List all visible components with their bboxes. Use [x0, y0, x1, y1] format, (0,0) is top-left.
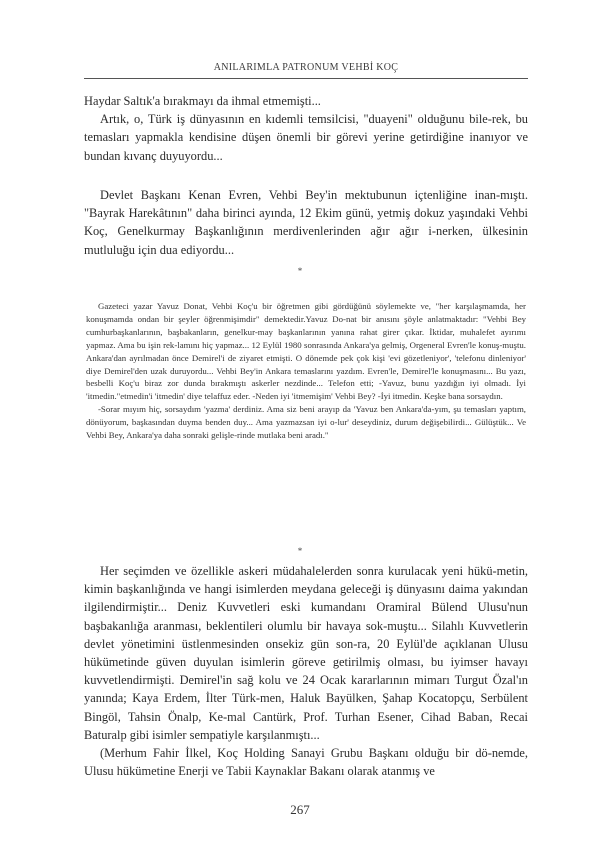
header-rule	[84, 78, 528, 79]
paragraph: Devlet Başkanı Kenan Evren, Vehbi Bey'in mektubunun içtenliğine inan-mıştı. "Bayrak Harekâtının" daha birinci ayında, 12 Ekim günü, yetmiş dokuz yaşındaki Vehbi Koç, Genelkurmay Başkanlığının merdivenlerinden ağır ağır i-nerken, ülkesinin mutluluğu için dua ediyordu...	[84, 188, 528, 257]
section-separator: *	[297, 266, 303, 276]
section-separator: *	[297, 546, 303, 556]
paragraph: Haydar Saltık'a bırakmayı da ihmal etmemişti...	[84, 94, 321, 108]
quote-paragraph: Gazeteci yazar Yavuz Donat, Vehbi Koç'u bir öğretmen gibi gördüğünü söylemekte ve, "her karşılaşmamda, her konuşmamda ondan bir şeyler öğrenmişimdir" demektedir.Yavuz Do-nat bir anısını şöyle anlatmaktadır: "Vehbi Bey cumhurbaşkanlarının, başbakanların, genelkur-may başkanlarının yanına rahat girer çıkar. İktidar, muhalefet ayırımı yapmaz. Ama bu işin rek-lamını hiç yapmaz... 12 Eylül 1980 sonrasında Ankara'ya gelmiş, Orgeneral Evren'le konuş-muştu. Ankara'dan ayrılmadan önce Demirel'i de ziyaret etmişti. O dönemde pek çok kişi 'evi gözetleniyor', 'telefonu dinleniyor' diye Demirel'den uzak duruyordu... Vehbi Bey'in Ankara temaslarını yazdım. Evren'le, Demirel'le konuşmasını... Bu yazı, besbelli Koç'u biraz zor dunda bırakmıştı askerler nezdinde... Telefon etti; -Yavuz, bunu yazdığın iyi olmadı. İyi 'itmedin."etmedin'i 'itmedin' diye telaffuz eder. -Neden iyi 'itmemişim' Vehbi Bey? -İyi itmedin. Keşke bana sorsaydın.	[86, 301, 526, 402]
paragraph-block-1	[84, 92, 528, 165]
paragraph: Artık, o, Türk iş dünyasının en kıdemli temsilcisi, "duayeni" olduğunu bile-rek, bu temasları yapmakla kendisine düşen önemli bir görevi yerine getirdiğine inanıyor ve bundan kıvanç duyuyordu...	[84, 112, 528, 163]
paragraph-block-2	[84, 186, 528, 259]
page-number: 267	[290, 802, 310, 817]
quote-paragraph: -Sorar mıyım hiç, sorsaydım 'yazma' derdiniz. Ama siz beni arayıp da 'Yavuz ben Ankara'da-yım, şu temasları yaptım, dönüyorum, başkasından duyma benden duy... Ama yazmazsan iyi o-lur' deseydiniz, durum değişebilirdi... Gülüştük... Ve Vehbi Bey, Ankara'ya daha sonraki gelişle-rinde mutlaka beni aradı."	[86, 404, 526, 441]
running-header: ANILARIMLA PATRONUM VEHBİ KOÇ	[213, 62, 399, 73]
paragraph-block-3	[84, 562, 528, 780]
paragraph: Her seçimden ve özellikle askeri müdahalelerden sonra kurulacak yeni hükü-metin, kimin başkanlığında ve hangi isimlerden meydana geleceği iş dünyasını daima yakından ilgilendirmiştir... Deniz Kuvvetleri eski kumandanı Oramiral Bülend Ulusu'nun başbakanlığa aranması, beklentileri olumlu bir havaya sok-muştu... Silahlı Kuvvetlerin devlet yönetimini üstlenmesinden onsekiz gün son-ra, 20 Eylül'de açıklanan Ulusu hükümetinde güven duyulan isimlerin göreve getirilmiş olması, bu iyimser havayı kuvvetlendirmişti. Demirel'in sağ kolu ve 24 Ocak kararlarının mimarı Turgut Özal'ın yanında; Kaya Erdem, İlter Türk-men, Haluk Bayülken, Şahap Kocatopçu, Serbülent Bingöl, Tahsin Önalp, Ke-mal Cantürk, Prof. Turhan Esener, Cihad Baban, Recai Baturalp gibi isimler sempatiyle karşılanmıştı...	[84, 564, 528, 742]
paragraph: (Merhum Fahir İlkel, Koç Holding Sanayi Grubu Başkanı olduğu bir dö-nemde, Ulusu hükümetine Enerji ve Tabii Kaynaklar Bakanı olarak atanmış ve	[84, 746, 528, 779]
quoted-passage	[86, 300, 526, 442]
